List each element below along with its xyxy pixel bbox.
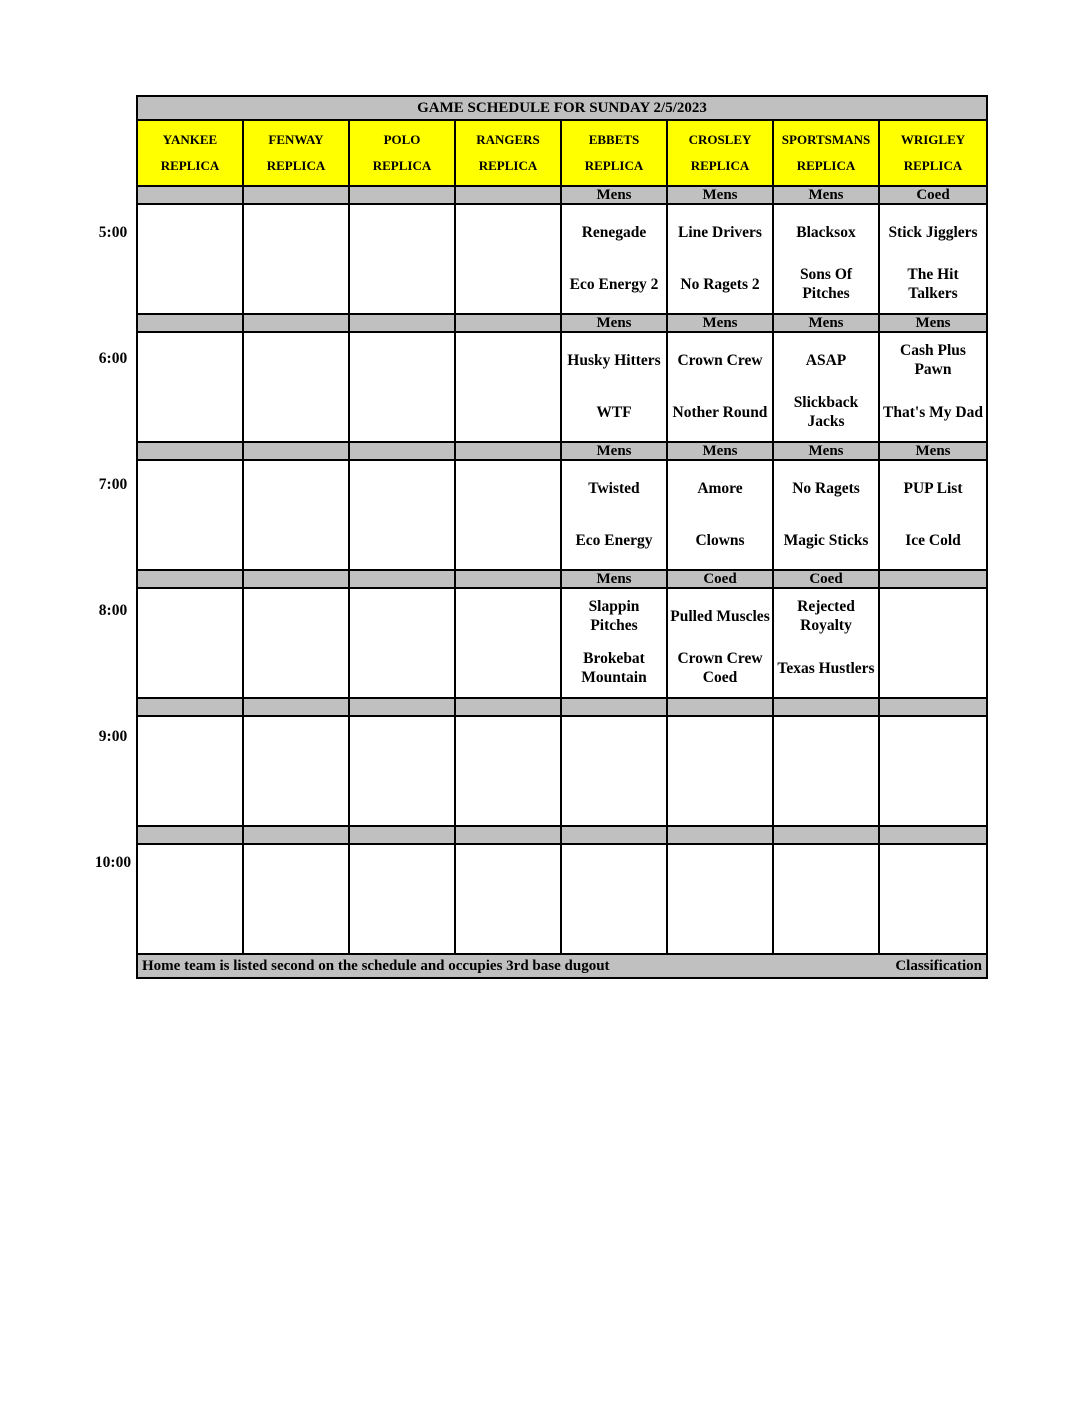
classification-cell (138, 571, 244, 587)
field-name: FENWAY (268, 132, 324, 147)
field-subtitle: REPLICA (796, 158, 856, 173)
field-header-sportsmans (774, 121, 880, 185)
away-team: Husky Hitters (567, 351, 661, 369)
field-subtitle: REPLICA (160, 158, 220, 173)
game-row (138, 333, 986, 443)
game-cell (774, 333, 880, 441)
classification-cell (668, 699, 774, 715)
classification-cell (350, 315, 456, 331)
game-cell (350, 461, 456, 569)
classification-cell (350, 187, 456, 203)
game-cell (138, 333, 244, 441)
field-header-rangers (456, 121, 562, 185)
game-cell (774, 717, 880, 825)
classification-cell: Mens (915, 443, 951, 459)
classification-cell (774, 827, 880, 843)
game-cell (138, 461, 244, 569)
classification-cell: Coed (774, 571, 880, 587)
home-team: Magic Sticks (783, 531, 869, 549)
game-cell (244, 333, 350, 441)
game-row (138, 717, 986, 827)
classification-cell (562, 827, 668, 843)
classification-cell (350, 443, 456, 459)
classification-cell: Mens (668, 443, 774, 459)
home-team: Eco Energy (575, 531, 653, 549)
classification-cell (244, 571, 350, 587)
game-cell (456, 845, 562, 953)
game-cell (880, 461, 986, 569)
schedule-table (136, 95, 988, 979)
field-name: SPORTSMANS (781, 132, 871, 147)
classification-cell (244, 827, 350, 843)
time-label: 8:00 (98, 602, 128, 619)
home-team: WTF (596, 403, 632, 421)
game-cell (668, 461, 774, 569)
classification-cell (244, 443, 350, 459)
classification-row (138, 315, 986, 333)
classification-row (138, 827, 986, 845)
field-name: EBBETS (588, 132, 640, 147)
game-cell (456, 205, 562, 313)
time-label: 5:00 (98, 224, 128, 241)
home-team: Eco Energy 2 (569, 275, 659, 293)
footer-bar (138, 955, 986, 977)
game-cell (668, 333, 774, 441)
game-cell (350, 205, 456, 313)
field-subtitle: REPLICA (478, 158, 538, 173)
game-cell (138, 717, 244, 825)
field-header-fenway (244, 121, 350, 185)
time-label: 7:00 (98, 476, 128, 493)
classification-cell (880, 699, 986, 715)
away-team: Blacksox (796, 223, 856, 241)
home-team: Sons Of Pitches (799, 266, 853, 302)
game-cell (244, 717, 350, 825)
game-cell (244, 845, 350, 953)
away-team: Renegade (581, 223, 647, 241)
game-cell (774, 205, 880, 313)
game-cell (244, 589, 350, 697)
game-cell (456, 461, 562, 569)
game-cell (774, 461, 880, 569)
field-subtitle: REPLICA (903, 158, 963, 173)
field-header-crosley (668, 121, 774, 185)
game-cell (350, 589, 456, 697)
game-row (138, 461, 986, 571)
field-name: POLO (383, 132, 421, 147)
classification-cell (774, 699, 880, 715)
game-cell (350, 717, 456, 825)
game-cell (880, 333, 986, 441)
classification-cell: Mens (668, 315, 774, 331)
classification-cell: Mens (562, 443, 668, 459)
game-cell (880, 845, 986, 953)
home-team: Slickback Jacks (793, 394, 859, 430)
classification-cell (880, 571, 986, 587)
field-subtitle: REPLICA (266, 158, 326, 173)
field-name: RANGERS (476, 132, 540, 147)
game-cell (880, 717, 986, 825)
classification-cell (456, 315, 562, 331)
classification-cell (350, 827, 456, 843)
game-row (138, 589, 986, 699)
field-header-wrigley (880, 121, 986, 185)
time-label: 10:00 (94, 854, 132, 871)
classification-cell: Mens (668, 187, 774, 203)
game-cell (562, 589, 668, 697)
game-cell (350, 333, 456, 441)
game-cell (456, 333, 562, 441)
away-team: PUP List (903, 479, 963, 497)
away-team: ASAP (805, 351, 847, 369)
schedule-title: GAME SCHEDULE FOR SUNDAY 2/5/2023 (138, 97, 986, 121)
game-cell (880, 205, 986, 313)
classification-cell: Mens (774, 315, 880, 331)
field-name: YANKEE (162, 132, 218, 147)
classification-cell (350, 571, 456, 587)
away-team: Crown Crew (677, 351, 763, 369)
game-cell (244, 461, 350, 569)
away-team: Rejected Royalty (797, 598, 855, 634)
classification-cell: Mens (774, 443, 880, 459)
classification-cell: Mens (774, 187, 880, 203)
home-team: The Hit Talkers (907, 266, 959, 302)
game-row (138, 205, 986, 315)
classification-cell (138, 699, 244, 715)
game-cell (562, 205, 668, 313)
field-header-ebbets (562, 121, 668, 185)
classification-cell (562, 699, 668, 715)
game-cell (350, 845, 456, 953)
classification-cell (456, 443, 562, 459)
field-name: WRIGLEY (900, 132, 966, 147)
classification-cell (456, 571, 562, 587)
classification-cell (350, 699, 456, 715)
home-team: Texas Hustlers (777, 659, 875, 677)
game-cell (668, 589, 774, 697)
home-team: Ice Cold (905, 531, 961, 549)
game-cell (880, 589, 986, 697)
classification-cell: Mens (915, 315, 951, 331)
classification-cell: Mens (562, 315, 668, 331)
field-subtitle: REPLICA (372, 158, 432, 173)
game-cell (244, 205, 350, 313)
game-cell (456, 717, 562, 825)
classification-cell (138, 315, 244, 331)
game-cell (562, 845, 668, 953)
classification-cell (456, 827, 562, 843)
classification-row (138, 443, 986, 461)
field-subtitle: REPLICA (690, 158, 750, 173)
home-team: Brokebat Mountain (581, 650, 647, 686)
classification-cell (668, 827, 774, 843)
away-team: Stick Jigglers (888, 223, 978, 241)
game-cell (456, 589, 562, 697)
game-cell (774, 845, 880, 953)
classification-cell: Coed (916, 187, 950, 203)
away-team: Cash Plus Pawn (900, 342, 966, 378)
footer-note: Home team is listed second on the schedule and occupies 3rd base dugout (142, 957, 610, 974)
classification-cell (244, 187, 350, 203)
away-team: Slappin Pitches (588, 598, 640, 634)
classification-cell (244, 699, 350, 715)
away-team: Twisted (588, 479, 640, 497)
game-row (138, 845, 986, 955)
classification-cell (244, 315, 350, 331)
game-cell (138, 205, 244, 313)
field-name: CROSLEY (688, 132, 752, 147)
classification-cell (456, 699, 562, 715)
field-header-yankee (138, 121, 244, 185)
classification-cell (456, 187, 562, 203)
time-label: 9:00 (98, 728, 128, 745)
classification-cell: Coed (668, 571, 774, 587)
game-cell (138, 589, 244, 697)
away-team: No Ragets (792, 479, 860, 497)
home-team: Crown Crew Coed (677, 650, 763, 686)
home-team: No Ragets 2 (680, 275, 760, 293)
classification-cell (138, 443, 244, 459)
classification-cell (138, 827, 244, 843)
classification-cell (880, 827, 986, 843)
away-team: Pulled Muscles (670, 607, 770, 625)
game-cell (562, 717, 668, 825)
away-team: Line Drivers (678, 223, 762, 241)
game-cell (138, 845, 244, 953)
classification-cell: Mens (562, 187, 668, 203)
home-team: Nother Round (672, 403, 768, 421)
game-cell (668, 845, 774, 953)
footer-classification-label: Classification (895, 957, 982, 974)
game-cell (562, 333, 668, 441)
field-header-polo (350, 121, 456, 185)
home-team: Clowns (695, 531, 745, 549)
game-cell (668, 205, 774, 313)
classification-cell (138, 187, 244, 203)
home-team: That's My Dad (883, 403, 983, 421)
field-header-row (138, 121, 986, 187)
time-label: 6:00 (98, 350, 128, 367)
classification-cell: Mens (562, 571, 668, 587)
game-cell (668, 717, 774, 825)
classification-row (138, 571, 986, 589)
game-cell (562, 461, 668, 569)
classification-row (138, 187, 986, 205)
classification-row (138, 699, 986, 717)
time-slots (138, 187, 986, 955)
field-subtitle: REPLICA (584, 158, 644, 173)
game-cell (774, 589, 880, 697)
away-team: Amore (697, 479, 743, 497)
